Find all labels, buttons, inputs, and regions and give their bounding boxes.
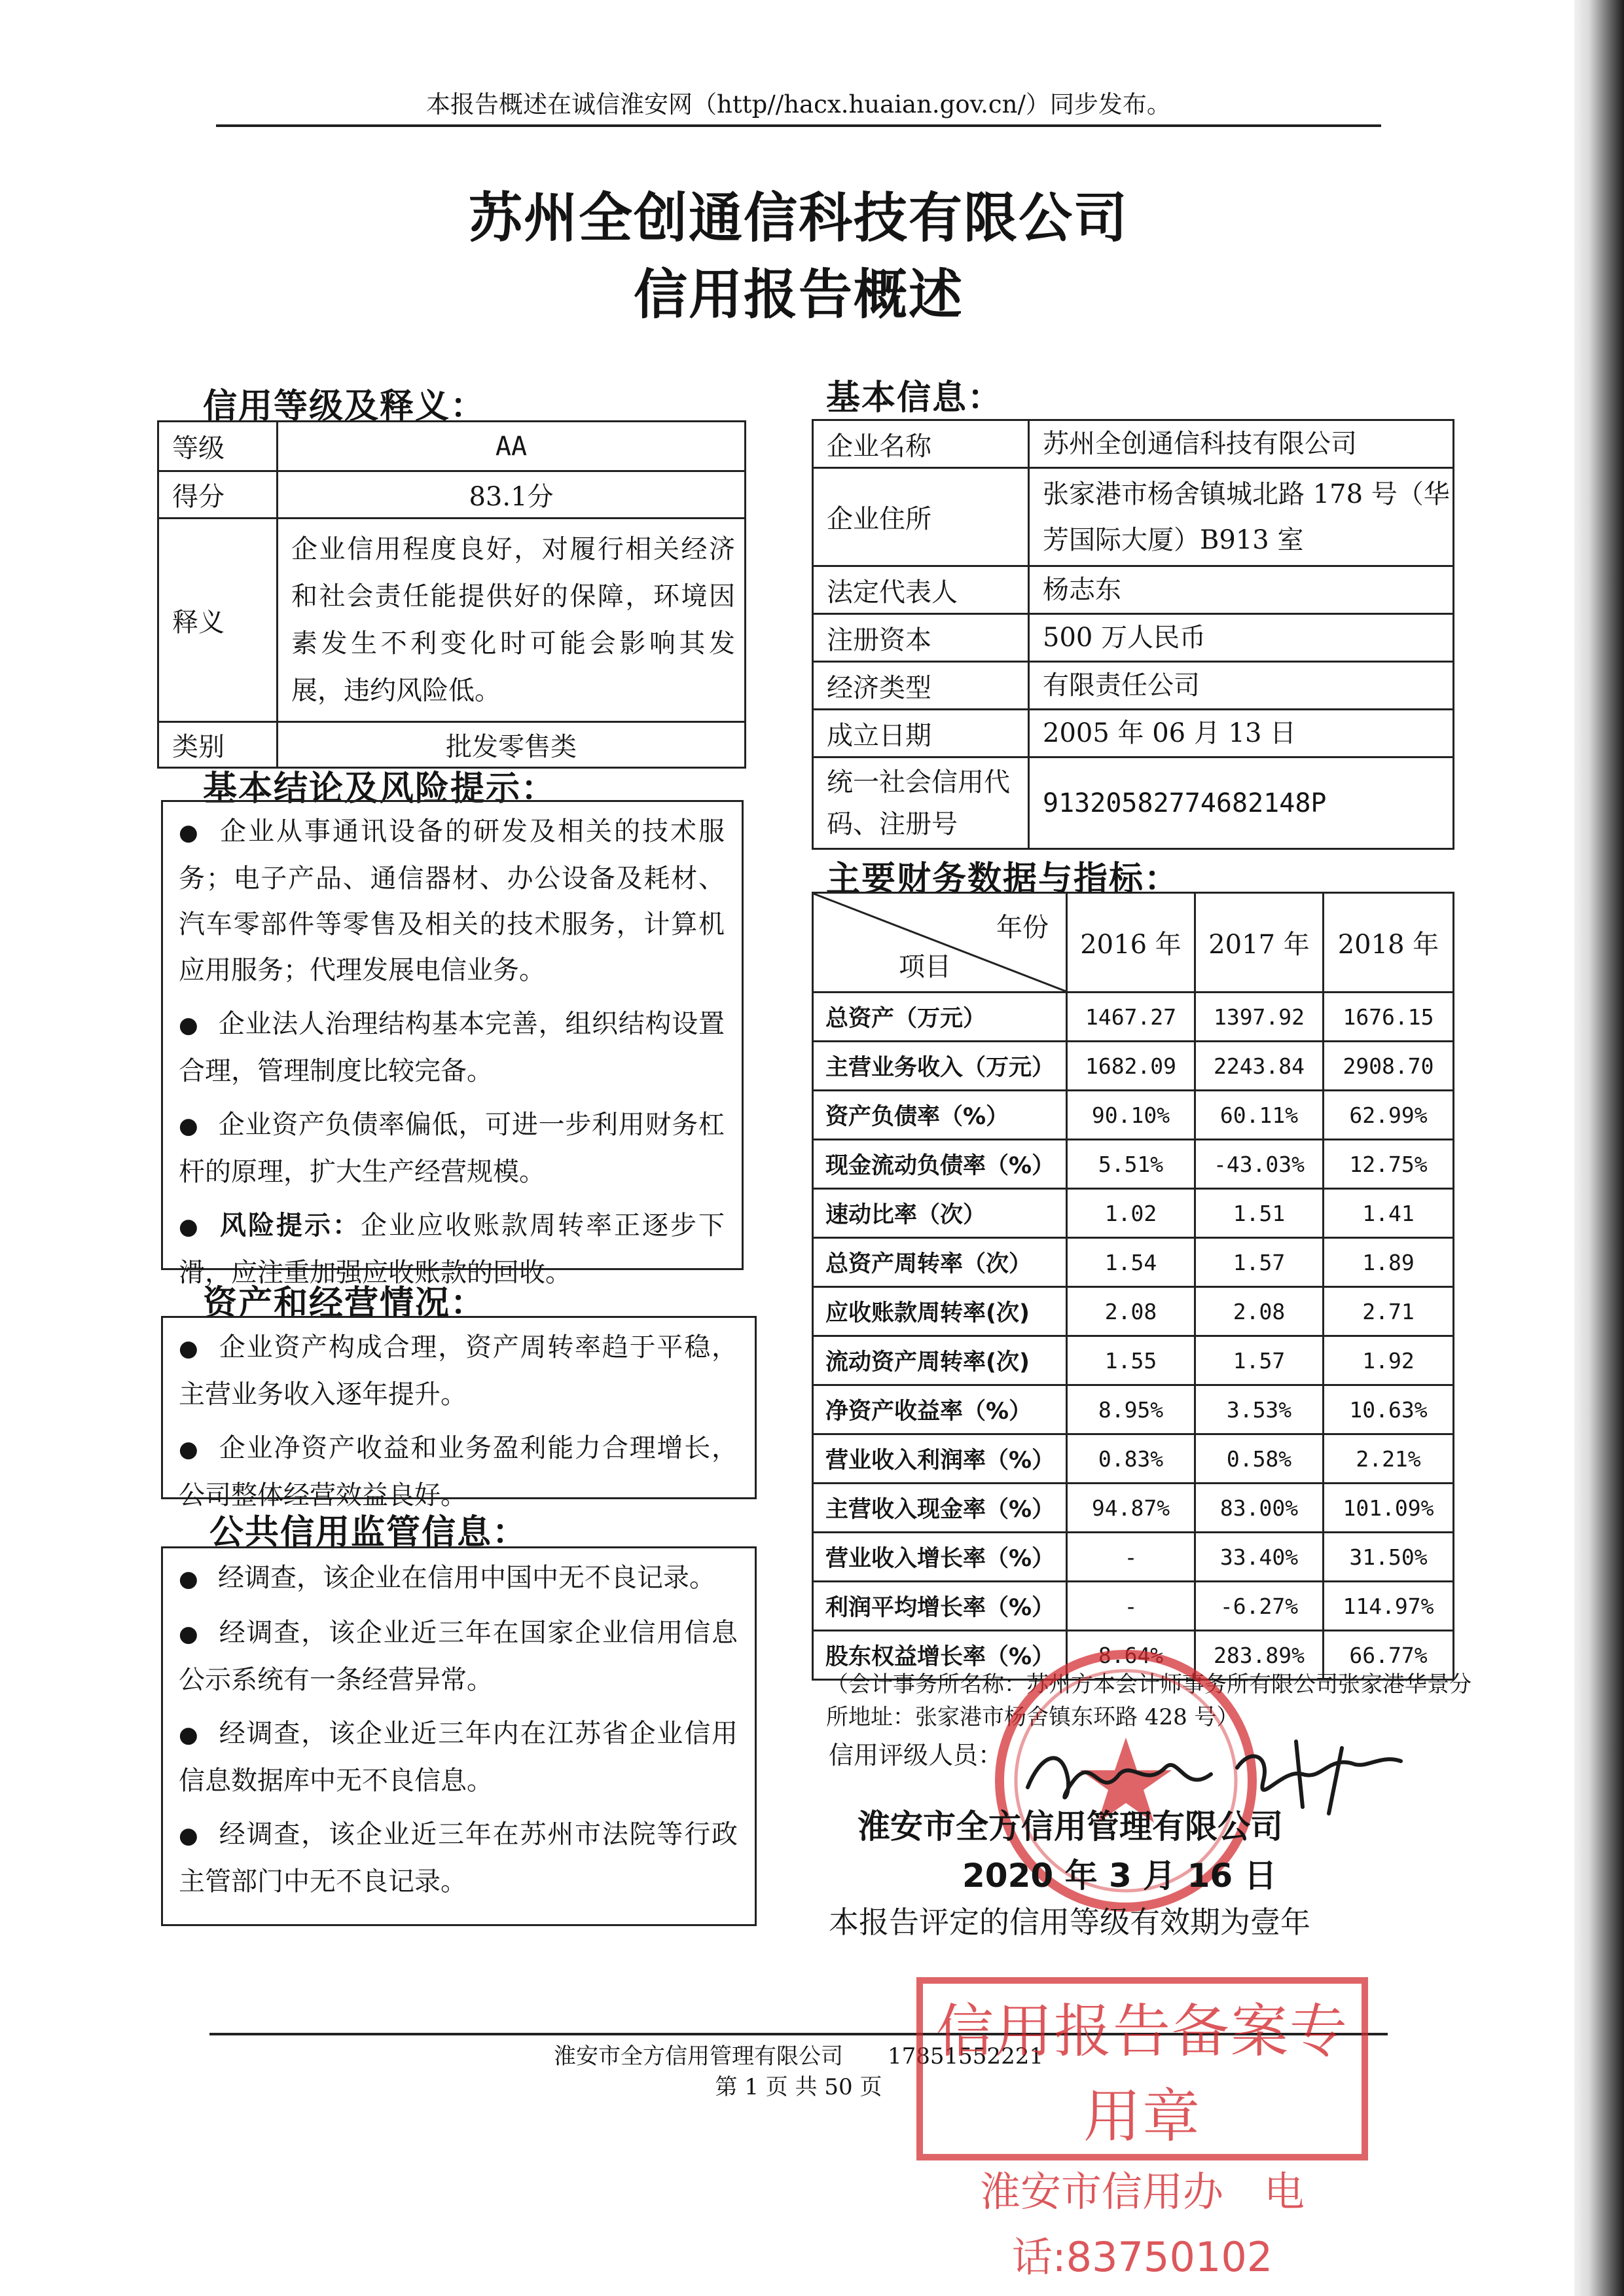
- financial-value-2017: 33.40%: [1195, 1533, 1324, 1582]
- address-label: 企业住所: [813, 468, 1029, 566]
- financial-value-2018: 1676.15: [1324, 993, 1454, 1042]
- financial-value-2018: 2.21%: [1324, 1434, 1454, 1484]
- financial-item-label: 净资产收益率（%）: [813, 1385, 1067, 1434]
- financial-value-2017: 1397.92: [1195, 993, 1324, 1042]
- operations-box: [161, 1316, 757, 1510]
- category-value: 批发零售类: [278, 722, 746, 768]
- company-name-label: 企业名称: [813, 420, 1029, 468]
- founded-label: 成立日期: [813, 710, 1029, 757]
- rater-label: 信用评级人员：: [829, 1741, 1003, 1770]
- financial-value-2018: 2.71: [1324, 1287, 1454, 1336]
- financial-item-label: 总资产周转率（次）: [813, 1238, 1067, 1287]
- operations-item-2: ● 企业净资产收益和业务盈利能力合理增长，公司整体经营效益良好。: [179, 1425, 738, 1518]
- financial-row: [813, 1434, 1454, 1484]
- financial-value-2016: 8.95%: [1067, 1385, 1195, 1434]
- credit-code-label: 统一社会信用代码、注册号: [813, 757, 1029, 849]
- financial-item-label: 主营收入现金率（%）: [813, 1484, 1067, 1533]
- financial-value-2018: 1.92: [1324, 1336, 1454, 1385]
- financial-value-2018: 62.99%: [1324, 1091, 1454, 1140]
- financial-value-2016: 1.02: [1067, 1189, 1195, 1238]
- financial-value-2018: 2908.70: [1324, 1042, 1454, 1091]
- financial-value-2017: 83.00%: [1195, 1484, 1324, 1533]
- corner-header: [813, 893, 1067, 993]
- filing-stamp-contact: 淮安市信用办 电话:83750102: [979, 2168, 1305, 2281]
- issue-date: 2020 年 3 月 16 日: [962, 1857, 1277, 1895]
- financial-item-label: 流动资产周转率(次): [813, 1336, 1067, 1385]
- filing-stamp-title: 信用报告备案专用章: [935, 1997, 1348, 2150]
- year-header-2016: 2016 年: [1067, 893, 1195, 993]
- year-header-2017: 2017 年: [1195, 893, 1324, 993]
- filing-stamp: [916, 1977, 1368, 2281]
- rating-heading: 信用等级及释义：: [203, 387, 486, 426]
- supervision-item-4: ● 经调查，该企业近三年在苏州市法院等行政主管部门中无不良记录。: [179, 1812, 738, 1904]
- financial-value-2016: 2.08: [1067, 1287, 1195, 1336]
- meaning-value: 企业信用程度良好，对履行相关经济和社会责任能提供好的保障，环境因素发生不利变化时可能会影响其发展，违约风险低。: [278, 519, 746, 722]
- financial-value-2017: 2243.84: [1195, 1042, 1324, 1091]
- econ-type-label: 经济类型: [813, 662, 1029, 710]
- corner-item-label: 项目: [899, 952, 951, 982]
- bullet-icon: ●: [179, 1113, 198, 1139]
- operations-heading: 资产和经营情况：: [203, 1284, 486, 1323]
- basic-info-heading: 基本信息：: [826, 378, 1003, 418]
- capital-value: 500 万人民币: [1029, 614, 1454, 662]
- financial-value-2018: 12.75%: [1324, 1140, 1454, 1189]
- financial-value-2017: 2.08: [1195, 1287, 1324, 1336]
- bullet-icon: ●: [179, 820, 198, 846]
- financial-value-2017: 3.53%: [1195, 1385, 1324, 1434]
- category-label: 类别: [158, 722, 278, 768]
- financial-value-2016: -: [1067, 1582, 1195, 1631]
- score-value: 83.1分: [278, 471, 746, 519]
- financial-item-label: 营业收入利润率（%）: [813, 1434, 1067, 1484]
- financial-item-label: 利润平均增长率（%）: [813, 1582, 1067, 1631]
- credit-code-value: 91320582774682148P: [1029, 757, 1454, 849]
- address-value: 张家港市杨舍镇城北路 178 号（华芳国际大厦）B913 室: [1029, 468, 1454, 566]
- financial-value-2016: 1467.27: [1067, 993, 1195, 1042]
- financial-value-2016: -: [1067, 1533, 1195, 1582]
- financial-value-2016: 0.83%: [1067, 1434, 1195, 1484]
- report-title: 苏州全创通信科技有限公司: [468, 187, 1128, 249]
- financial-row: [813, 1484, 1454, 1533]
- supervision-item-2: ● 经调查，该企业近三年在国家企业信用信息公示系统有一条经营异常。: [179, 1610, 738, 1703]
- bullet-icon: ●: [179, 1566, 198, 1592]
- bullet-icon: ●: [179, 1012, 198, 1038]
- financial-value-2016: 1682.09: [1067, 1042, 1195, 1091]
- report-subtitle: 信用报告概述: [633, 264, 964, 326]
- financial-value-2016: 90.10%: [1067, 1091, 1195, 1140]
- financial-row: [813, 1042, 1454, 1091]
- conclusion-item-2: ● 企业法人治理结构基本完善，组织结构设置合理，管理制度比较完备。: [179, 1001, 725, 1094]
- financial-value-2018: 66.77%: [1324, 1631, 1454, 1680]
- financial-row: [813, 1238, 1454, 1287]
- page-edge-shadow: [1574, 0, 1624, 2296]
- financial-value-2016: 5.51%: [1067, 1140, 1195, 1189]
- financial-row: [813, 1533, 1454, 1582]
- financial-row: [813, 1385, 1454, 1434]
- financial-value-2017: 1.57: [1195, 1238, 1324, 1287]
- financial-value-2018: 31.50%: [1324, 1533, 1454, 1582]
- bullet-icon: ●: [179, 1722, 198, 1748]
- bullet-icon: ●: [179, 1823, 198, 1849]
- legal-rep-value: 杨志东: [1029, 566, 1454, 614]
- conclusion-item-4: ● 风险提示：企业应收账款周转率正逐步下滑，应注重加强应收账款的回收。: [179, 1203, 725, 1296]
- grade-label: 等级: [158, 422, 278, 471]
- supervision-item-1: ● 经调查，该企业在信用中国中无不良记录。: [179, 1555, 738, 1602]
- financial-value-2017: 1.57: [1195, 1336, 1324, 1385]
- conclusion-item-1: ● 企业从事通讯设备的研发及相关的技术服务；电子产品、通信器材、办公设备及耗材、汽车零部件等零售及相关的技术服务，计算机应用服务；代理发展电信业务。: [179, 809, 725, 993]
- financial-row: [813, 993, 1454, 1042]
- supervision-item-3: ● 经调查，该企业近三年内在江苏省企业信用信息数据库中无不良信息。: [179, 1711, 738, 1804]
- founded-value: 2005 年 06 月 13 日: [1029, 710, 1454, 757]
- financial-item-label: 营业收入增长率（%）: [813, 1533, 1067, 1582]
- financial-item-label: 总资产（万元）: [813, 993, 1067, 1042]
- financial-value-2018: 1.89: [1324, 1238, 1454, 1287]
- financials-table: [812, 892, 1454, 1681]
- supervision-box: [161, 1546, 757, 1926]
- financial-value-2018: 114.97%: [1324, 1582, 1454, 1631]
- financials-body: [813, 993, 1454, 1680]
- financial-item-label: 资产负债率（%）: [813, 1091, 1067, 1140]
- company-name-value: 苏州全创通信科技有限公司: [1029, 420, 1454, 468]
- financial-value-2018: 101.09%: [1324, 1484, 1454, 1533]
- financial-row: [813, 1091, 1454, 1140]
- meaning-label: 释义: [158, 519, 278, 722]
- auditor-note: （会计事务所名称：苏州方本会计师事务所有限公司张家港华景分所地址：张家港市杨舍镇东环路 428 号）: [826, 1671, 1471, 1730]
- financial-row: [813, 1189, 1454, 1238]
- financial-item-label: 应收账款周转率(次): [813, 1287, 1067, 1336]
- financial-item-label: 股东权益增长率（%）: [813, 1631, 1067, 1680]
- financial-value-2017: -6.27%: [1195, 1582, 1324, 1631]
- bullet-icon: ●: [179, 1336, 198, 1362]
- conclusion-box: [161, 800, 744, 1288]
- footer-company-phone: 淮安市全方信用管理有限公司 17851552221: [554, 2043, 1043, 2069]
- bullet-icon: ●: [179, 1214, 198, 1240]
- score-label: 得分: [158, 471, 278, 519]
- financial-row: [813, 1336, 1454, 1385]
- corner-year-label: 年份: [996, 913, 1049, 943]
- conclusion-heading: 基本结论及风险提示：: [203, 769, 557, 809]
- legal-rep-label: 法定代表人: [813, 566, 1029, 614]
- grade-value: AA: [278, 422, 746, 471]
- financial-item-label: 现金流动负债率（%）: [813, 1140, 1067, 1189]
- rating-table: [157, 420, 746, 769]
- financial-value-2017: 283.89%: [1195, 1631, 1324, 1680]
- financial-value-2017: 0.58%: [1195, 1434, 1324, 1484]
- financial-value-2018: 1.41: [1324, 1189, 1454, 1238]
- financial-value-2016: 1.54: [1067, 1238, 1195, 1287]
- financial-row: [813, 1287, 1454, 1336]
- operations-item-1: ● 企业资产构成合理，资产周转率趋于平稳，主营业务收入逐年提升。: [179, 1324, 738, 1417]
- financial-row: [813, 1582, 1454, 1631]
- basic-info-table: [812, 419, 1454, 850]
- risk-prefix: 风险提示：: [218, 1211, 361, 1241]
- header-note: 本报告概述在诚信淮安网（http//hacx.huaian.gov.cn/）同步发布。: [216, 85, 1381, 127]
- bullet-icon: ●: [179, 1436, 198, 1463]
- financial-value-2016: 1.55: [1067, 1336, 1195, 1385]
- issuer-name: 淮安市全方信用管理有限公司: [857, 1808, 1283, 1846]
- financial-item-label: 速动比率（次）: [813, 1189, 1067, 1238]
- financial-value-2016: 94.87%: [1067, 1484, 1195, 1533]
- financial-value-2017: 60.11%: [1195, 1091, 1324, 1140]
- financials-heading: 主要财务数据与指标：: [826, 860, 1180, 899]
- econ-type-value: 有限责任公司: [1029, 662, 1454, 710]
- footer-page-number: 第 1 页 共 50 页: [715, 2074, 882, 2100]
- financial-value-2018: 10.63%: [1324, 1385, 1454, 1434]
- conclusion-item-3: ● 企业资产负债率偏低，可进一步利用财务杠杆的原理，扩大生产经营规模。: [179, 1102, 725, 1195]
- financial-value-2016: 8.64%: [1067, 1631, 1195, 1680]
- supervision-heading: 公共信用监管信息：: [209, 1513, 528, 1552]
- capital-label: 注册资本: [813, 614, 1029, 662]
- financial-value-2017: -43.03%: [1195, 1140, 1324, 1189]
- financial-value-2017: 1.51: [1195, 1189, 1324, 1238]
- financial-item-label: 主营业务收入（万元）: [813, 1042, 1067, 1091]
- financial-row: [813, 1140, 1454, 1189]
- year-header-2018: 2018 年: [1324, 893, 1454, 993]
- validity-note: 本报告评定的信用等级有效期为壹年: [829, 1904, 1310, 1940]
- bullet-icon: ●: [179, 1621, 198, 1647]
